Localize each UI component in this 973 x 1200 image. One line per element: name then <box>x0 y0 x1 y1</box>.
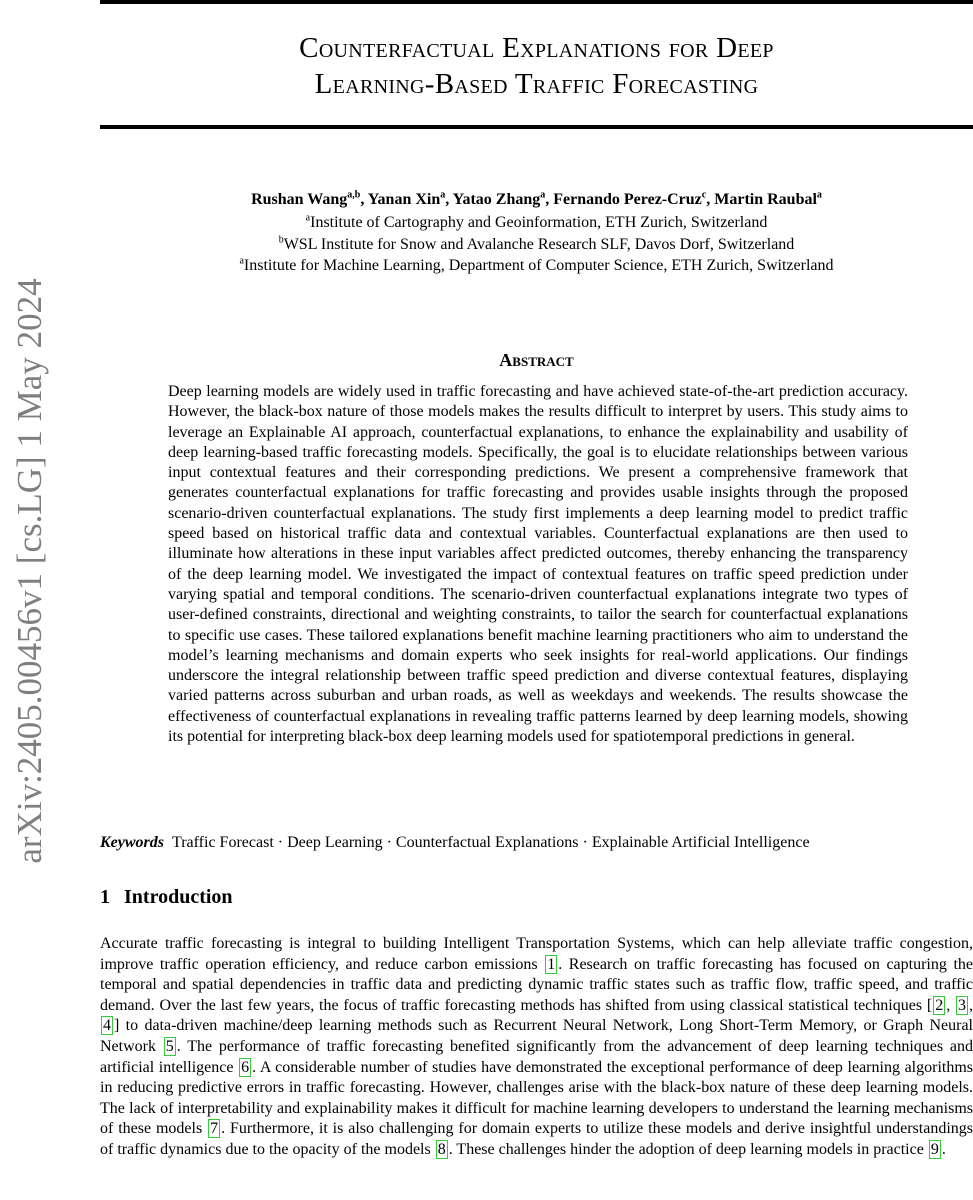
affiliation <box>100 257 973 275</box>
author: Yatao Zhang <box>452 191 541 208</box>
arxiv-stamp: arXiv:2405.00456v1 [cs.LG] 1 May 2024 <box>10 278 49 864</box>
citation-link[interactable]: 3 <box>958 996 967 1014</box>
citation-link[interactable]: 9 <box>930 1140 939 1158</box>
title-bottom-rule <box>100 125 973 129</box>
intro-text: , <box>969 996 973 1014</box>
intro-text: . Furthermore, it is also challenging for domain experts to utilize these models and derive insightful understandings of traffic dynamics due to the opacity of the models <box>100 1120 973 1158</box>
section-heading <box>100 886 233 909</box>
intro-text: . Research on traffic forecasting has focused on capturing the temporal and spatial dependencies in traffic data and predicting dynamic traffic states such as traffic flow, traffic speed, and traffic demand. Over the last few years, the focus of traffic forecasting methods has shifted from using classical statistical techniques [ <box>100 955 973 1014</box>
introduction-paragraph <box>100 934 973 1161</box>
intro-text: . These challenges hinder the adoption of deep learning models in practice <box>448 1140 928 1158</box>
author-list: Rushan Wang$^{a,b}$, Yanan Xin$^a$, Yatao Zhang$^a$, Fernando Perez-Cruz$^c$, Martin Raubal$^a$ <box>251 189 822 208</box>
section-title: Introduction <box>124 886 233 908</box>
affiliation <box>100 236 973 254</box>
affiliation-text: Institute for Machine Learning, Department of Computer Science, ETH Zurich, Switzerland <box>243 257 834 274</box>
intro-text: ] to data-driven machine/deep learning methods such as Recurrent Neural Network, Long Short-Term Memory, or Graph Neural Network <box>100 1017 973 1055</box>
affiliation-mark: a <box>239 255 244 267</box>
citation-link[interactable]: 8 <box>437 1140 446 1158</box>
intro-text: . A considerable number of studies have demonstrated the exceptional performance of deep learning algorithms in reducing predictive errors in traffic forecasting. However, challenges arise with the black-box nature of these deep learning models. The lack of interpretability and explainability makes it difficult for machine learning developers to understand the learning mechanisms of these models <box>100 1058 973 1138</box>
keywords <box>100 834 973 852</box>
affiliation-mark: b <box>278 234 284 246</box>
section-number: 1 <box>100 886 110 908</box>
author-affiliation-mark: a,b <box>347 189 361 201</box>
top-rule <box>100 0 973 4</box>
citation-link[interactable]: 5 <box>165 1037 174 1055</box>
citation-link[interactable]: 1 <box>547 955 556 973</box>
author: Martin Raubal <box>714 191 817 208</box>
affiliation-mark: a <box>305 212 311 224</box>
abstract-text: Deep learning models are widely used in traffic forecasting and have achieved state-of-the-art prediction accuracy. However, the black-box nature of those models makes the results difficult to interpret by users. This study aims to leverage an Explainable AI approach, counterfactual explanations, to enhance the explainability and usability of deep learning-based traffic forecasting models. Specifically, the goal is to elucidate relationships between various input contextual features and their corresponding predictions. We present a comprehensive framework that generates counterfactual explanations for traffic forecasting and provides usable insights through the proposed scenario-driven counterfactual explanations. The study first implements a deep learning model to predict traffic speed based on historical traffic data and contextual variables. Counterfactual explanations are then used to illuminate how alterations in these input variables affect predicted outcomes, thereby enhancing the transparency of the deep learning model. We investigated the impact of contextual features on traffic speed prediction under varying spatial and temporal conditions. The scenario-driven counterfactual explanations integrate two types of user-defined constraints, directional and weighting constraints, to tailor the search for counterfactual explanations to specific use cases. These tailored explanations benefit machine learning practitioners who aim to understand the model’s learning mechanisms and domain experts who seek insights for real-world applications. Our findings underscore the integral relationship between traffic speed prediction and diverse contextual features, displaying varied patterns across suburban and urban roads, as well as weekdays and weekends. The results showcase the effectiveness of counterfactual explanations in revealing traffic patterns learned by deep learning models, showing its potential for interpreting black-box deep learning models used for spatiotemporal predictions in general. <box>168 383 908 746</box>
keywords-label: Keywords <box>100 834 164 851</box>
intro-text: Accurate traffic forecasting is integral to building Intelligent Transportation Systems, which can help alleviate traffic congestion, improve traffic operation efficiency, and reduce carbon emissions <box>100 935 973 973</box>
author: Fernando Perez-Cruz <box>553 191 702 208</box>
intro-text: . <box>941 1140 946 1158</box>
author-affiliation-mark: a <box>816 189 822 201</box>
abstract-heading: Abstract <box>499 350 574 370</box>
affiliation-text: Institute of Cartography and Geoinformation, ETH Zurich, Switzerland <box>310 214 768 231</box>
title-line-1: Counterfactual Explanations for Deep <box>299 32 774 64</box>
keywords-text: Traffic Forecast · Deep Learning · Counterfactual Explanations · Explainable Artificial Intelligence <box>172 834 810 851</box>
affiliation-text: WSL Institute for Snow and Avalanche Research SLF, Davos Dorf, Switzerland <box>283 236 795 253</box>
author-affiliation-mark: a <box>540 189 546 201</box>
citation-link[interactable]: 4 <box>103 1017 111 1035</box>
citation-link[interactable]: 7 <box>210 1120 219 1138</box>
author: Yanan Xin <box>367 191 441 208</box>
intro-text: . The performance of traffic forecasting benefited significantly from the advancement of deep learning techniques and artificial intelligence <box>100 1037 973 1076</box>
citation-link[interactable]: 2 <box>935 996 944 1014</box>
intro-text: , <box>946 996 956 1014</box>
citation-link[interactable]: 6 <box>241 1058 250 1076</box>
author: Rushan Wang <box>251 191 348 208</box>
author-affiliation-mark: a <box>440 189 446 201</box>
author-affiliation-mark: c <box>701 189 707 201</box>
title-line-2: Learning-Based Traffic Forecasting <box>314 68 759 100</box>
affiliation <box>100 214 973 232</box>
paper-title <box>100 30 973 102</box>
